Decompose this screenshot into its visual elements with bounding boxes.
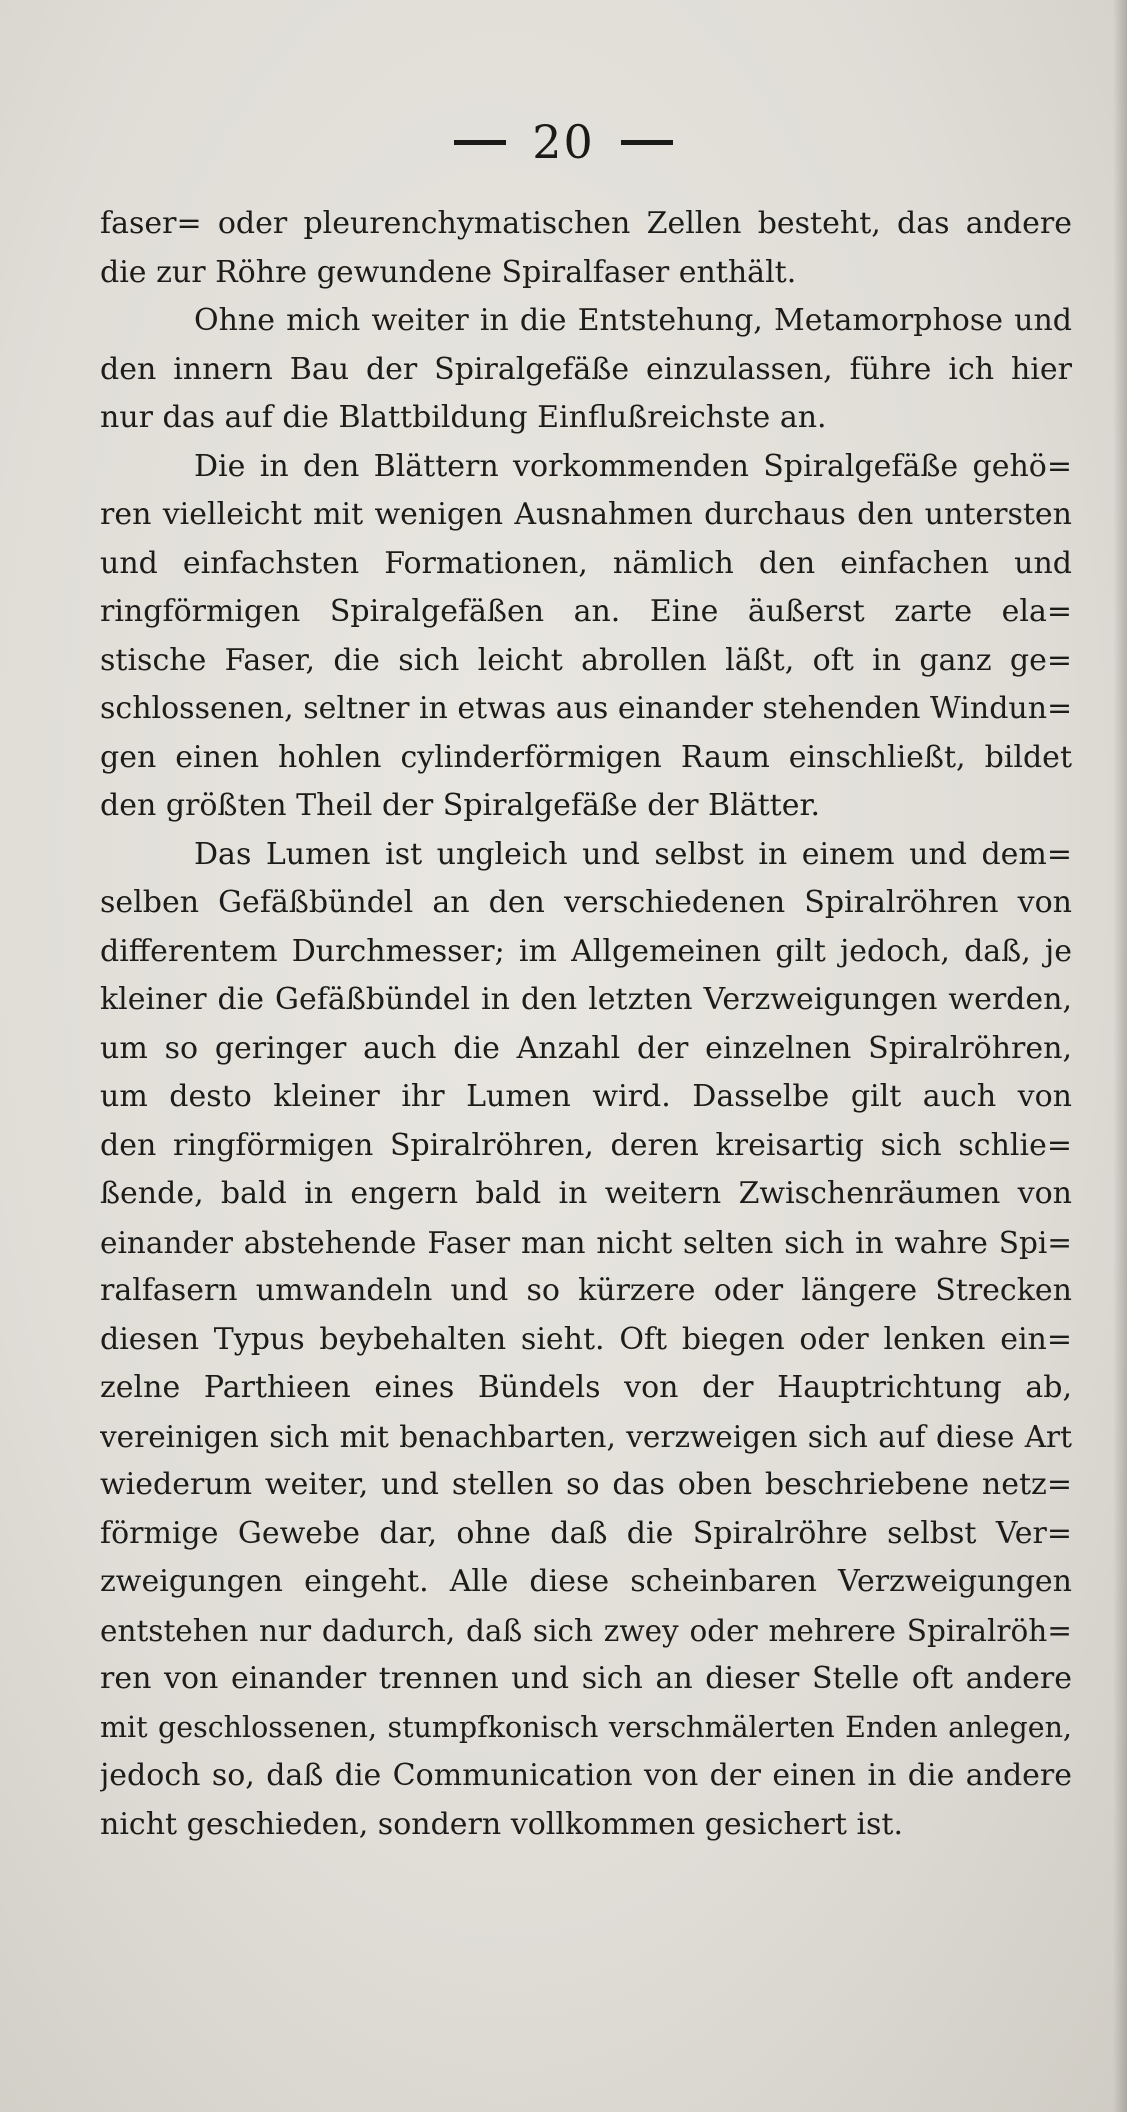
- text-line: schlossenen, seltner in etwas aus einander stehenden Windun=: [100, 691, 1072, 726]
- text-line: gen einen hohlen cylinderförmigen Raum einschließt, bildet: [100, 739, 1072, 775]
- text-line: um so geringer auch die Anzahl der einzelnen Spiralröhren,: [100, 1030, 1072, 1066]
- text-line: den ringförmigen Spiralröhren, deren kreisartig sich schlie=: [100, 1127, 1072, 1163]
- text-line: selben Gefäßbündel an den verschiedenen Spiralröhren von: [100, 885, 1072, 920]
- text-line: entstehen nur dadurch, daß sich zwey oder mehrere Spiralröh=: [100, 1613, 1072, 1648]
- text-line: ren vielleicht mit wenigen Ausnahmen durchaus den untersten: [100, 497, 1072, 532]
- page-edge-shadow: [1113, 0, 1127, 2112]
- text-line: die zur Röhre gewundene Spiralfaser enthält.: [100, 254, 797, 290]
- page-number: 20: [532, 115, 595, 169]
- page-header: [0, 112, 1127, 172]
- text-line: und einfachsten Formationen, nämlich den einfachen und: [100, 545, 1072, 581]
- text-line: Die in den Blättern vorkommenden Spiralgefäße gehö=: [194, 448, 1072, 484]
- text-line: jedoch so, daß die Communication von der einen in die andere: [100, 1758, 1072, 1793]
- text-line: Das Lumen ist ungleich und selbst in einem und dem=: [194, 836, 1072, 872]
- header-dash-left: [454, 140, 506, 145]
- body-text: [100, 200, 1072, 1849]
- text-line: den innern Bau der Spiralgefäße einzulassen, führe ich hier: [100, 351, 1072, 387]
- text-line: ßende, bald in engern bald in weitern Zwischenräumen von: [100, 1176, 1072, 1211]
- text-line: einander abstehende Faser man nicht selten sich in wahre Spi=: [100, 1225, 1072, 1260]
- header-dash-right: [621, 140, 673, 145]
- text-line: den größten Theil der Spiralgefäße der Blätter.: [100, 788, 821, 823]
- text-line: vereinigen sich mit benachbarten, verzweigen sich auf diese Art: [100, 1419, 1072, 1454]
- text-line: wiederum weiter, und stellen so das oben beschriebene netz=: [100, 1467, 1072, 1502]
- text-line: diesen Typus beybehalten sieht. Oft biegen oder lenken ein=: [100, 1321, 1072, 1357]
- text-line: Ohne mich weiter in die Entstehung, Metamorphose und: [194, 303, 1072, 338]
- text-line: förmige Gewebe dar, ohne daß die Spiralröhre selbst Ver=: [100, 1515, 1072, 1551]
- text-line: mit geschlossenen, stumpfkonisch verschmälerten Enden anlegen,: [100, 1710, 1072, 1744]
- text-line: zweigungen eingeht. Alle diese scheinbaren Verzweigungen: [100, 1564, 1072, 1599]
- text-line: differentem Durchmesser; im Allgemeinen gilt jedoch, daß, je: [100, 933, 1072, 969]
- text-line: nicht geschieden, sondern vollkommen gesichert ist.: [100, 1806, 904, 1842]
- text-line: ringförmigen Spiralgefäßen an. Eine äußerst zarte ela=: [100, 594, 1072, 629]
- text-line: ren von einander trennen und sich an dieser Stelle oft andere: [100, 1661, 1072, 1696]
- text-line: um desto kleiner ihr Lumen wird. Dasselbe gilt auch von: [100, 1079, 1072, 1114]
- text-line: ralfasern umwandeln und so kürzere oder längere Strecken: [100, 1273, 1072, 1308]
- text-line: kleiner die Gefäßbündel in den letzten Verzweigungen werden,: [100, 982, 1072, 1017]
- text-line: zelne Parthieen eines Bündels von der Hauptrichtung ab,: [100, 1370, 1072, 1405]
- text-line: nur das auf die Blattbildung Einflußreichste an.: [100, 400, 827, 435]
- text-line: faser= oder pleurenchymatischen Zellen besteht, das andere: [100, 206, 1072, 241]
- text-line: stische Faser, die sich leicht abrollen läßt, oft in ganz ge=: [100, 642, 1072, 678]
